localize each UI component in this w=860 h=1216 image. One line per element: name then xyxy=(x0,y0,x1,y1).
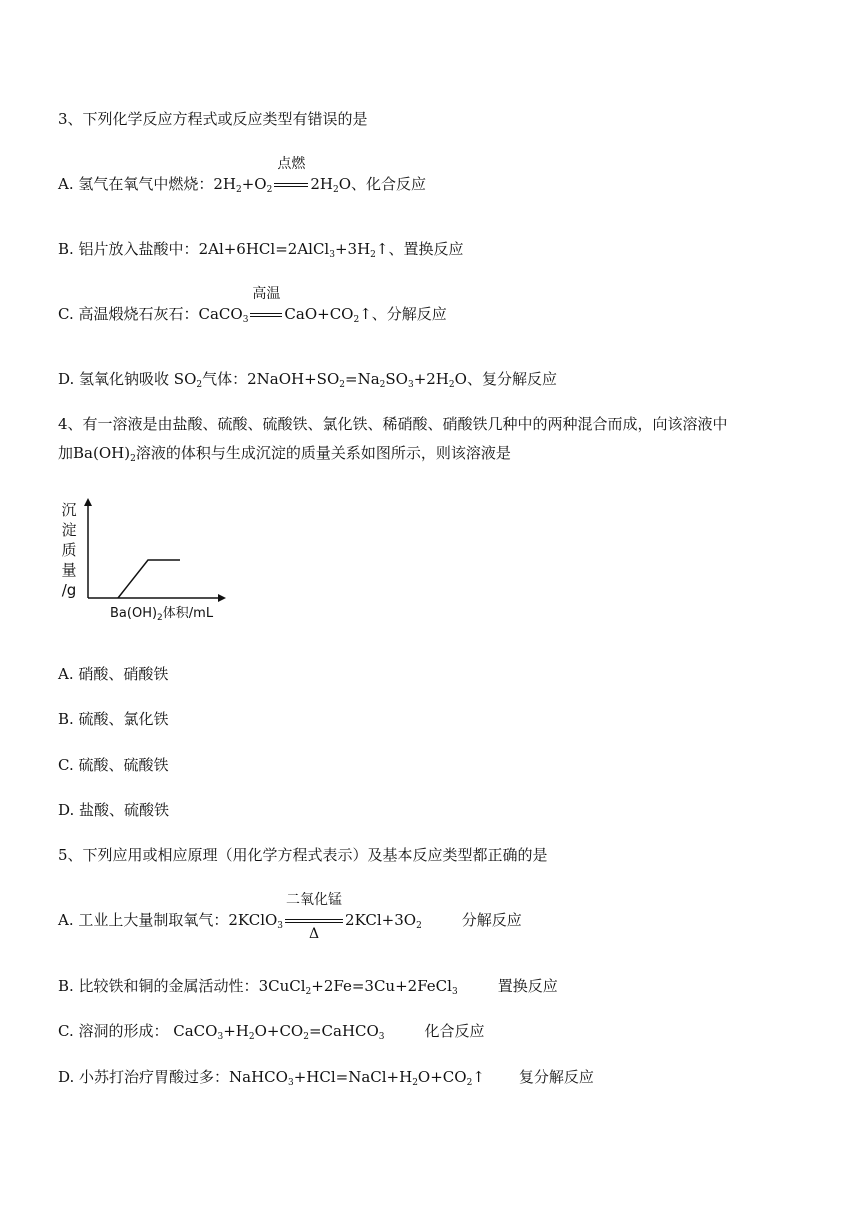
reaction-type: 分解反应 xyxy=(461,911,522,929)
question-4-option-a: A. 硝酸、硝酸铁 xyxy=(58,665,169,683)
question-3-option-d: D. 氢氧化钠吸收 $SO_2$气体：$2NaOH+SO_2=Na_2SO_3+2H_2O$、复分解反应 xyxy=(58,370,557,390)
y-label-char: 淀 xyxy=(61,521,77,539)
question-3-option-b: B. 铝片放入盐酸中：$2Al+6HCl=2AlCl_3+3H_2↑$、置换反应 xyxy=(58,240,464,260)
option-c-label: C. 溶洞的形成： xyxy=(58,1022,169,1040)
question-3-stem: 3、下列化学反应方程式或反应类型有错误的是 xyxy=(58,110,368,128)
option-c-label: C. 高温煅烧石灰石： xyxy=(58,305,199,323)
question-4-stem-line-2: 加$Ba(OH)_2$溶液的体积与生成沉淀的质量关系如图所示，则该溶液是 xyxy=(58,444,511,464)
precipitate-graph xyxy=(58,494,228,624)
stem-prefix: 加 xyxy=(58,444,74,462)
graph-x-label: $Ba(OH)_2$体积/mL xyxy=(110,606,214,623)
question-4-option-c: C. 硫酸、硫酸铁 xyxy=(58,756,169,774)
question-5-stem: 5、下列应用或相应原理（用化学方程式表示）及基本反应类型都正确的是 xyxy=(58,846,548,864)
y-label-char: 量 xyxy=(61,561,77,579)
x-label-suffix: 体积/mL xyxy=(162,606,214,621)
reaction-type: 、置换反应 xyxy=(388,240,464,258)
reaction-condition xyxy=(250,286,282,324)
reaction-condition xyxy=(274,156,308,194)
condition-top: 二氧化锰 xyxy=(286,892,343,908)
y-axis-arrow xyxy=(84,498,92,506)
condition-bottom: Δ xyxy=(308,926,320,942)
option-b-label: B. 比较铁和铜的金属活动性： xyxy=(58,977,259,995)
question-4-option-d: D. 盐酸、硫酸铁 xyxy=(58,801,170,819)
option-d-label: D. 小苏打治疗胃酸过多： xyxy=(58,1068,230,1086)
option-a-label: A. 氢气在氧气中燃烧： xyxy=(58,175,214,193)
question-4-stem-line-1: 4、有一溶液是由盐酸、硫酸、硫酸铁、氯化铁、稀硝酸、硝酸铁几种中的两种混合而成，向该溶液中 xyxy=(58,415,728,433)
x-label-prefix: Ba(OH) xyxy=(110,606,158,621)
y-label-char: 质 xyxy=(61,541,77,559)
option-d-label: D. 氢氧化钠吸收 xyxy=(58,370,170,388)
y-label-char: 沉 xyxy=(61,501,77,519)
question-4-option-b: B. 硫酸、氯化铁 xyxy=(58,710,169,728)
option-d-mid: 气体： xyxy=(202,370,248,388)
precipitate-curve xyxy=(118,560,180,598)
x-axis-arrow xyxy=(218,594,226,602)
reaction-condition xyxy=(285,892,343,942)
reaction-type: 、化合反应 xyxy=(351,175,427,193)
question-5-option-b: B. 比较铁和铜的金属活动性：3CuCl$_2$+2Fe=3Cu+2FeCl$_3$ 置换反应 xyxy=(58,977,558,997)
reaction-type: 复分解反应 xyxy=(518,1068,594,1086)
question-3-option-a: A. 氢气在氧气中燃烧：$2H_2+O_2$ 点燃 $2H_2O$、化合反应 xyxy=(58,156,427,195)
reaction-type: 、复分解反应 xyxy=(466,370,557,388)
stem-suffix: 溶液的体积与生成沉淀的质量关系如图所示，则该溶液是 xyxy=(135,444,511,462)
option-a-label: A. 工业上大量制取氧气： xyxy=(58,911,229,929)
reaction-type: 置换反应 xyxy=(497,977,558,995)
option-b-label: B. 铝片放入盐酸中： xyxy=(58,240,199,258)
reaction-type: 、分解反应 xyxy=(371,305,447,323)
question-3-option-c: C. 高温煅烧石灰石：CaCO$_3$ 高温 $CaO+CO_2↑$、分解反应 xyxy=(58,286,447,325)
reaction-type: 化合反应 xyxy=(424,1022,485,1040)
condition-text: 高温 xyxy=(252,286,281,302)
question-5-option-d: D. 小苏打治疗胃酸过多：$NaHCO_3+HCl=NaCl+H_2O+CO_2↑$ 复分解反应 xyxy=(58,1068,594,1088)
question-5-option-a: A. 工业上大量制取氧气：2KClO$_3$ 二氧化锰 Δ $2KCl+3O_2$ 分解反应 xyxy=(58,892,522,942)
y-label-char: /g xyxy=(61,581,77,599)
condition-text: 点燃 xyxy=(277,156,306,172)
graph-y-label xyxy=(58,500,80,600)
question-5-option-c: C. 溶洞的形成： $CaCO_3+H_2O+CO_2=CaHCO_3$ 化合反应 xyxy=(58,1022,485,1042)
